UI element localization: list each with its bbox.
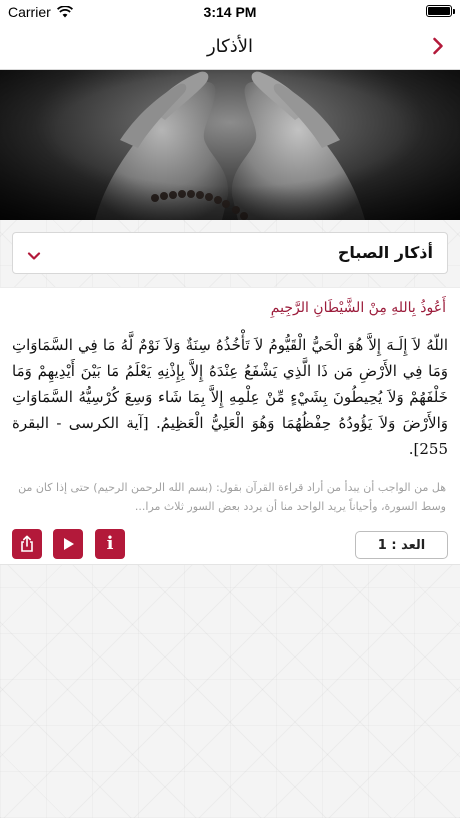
chevron-down-icon xyxy=(27,246,41,265)
dhikr-card xyxy=(0,287,460,565)
dhikr-note: هل من الواجب أن يبدأ من أراد قراءة القرآن بقول: (بسم الله الرحمن الرحيم) حتى إذا كان من وسط السورة، وأحياناً يريد الواحد منا أن يردد بعض السور ثلاث مرا... xyxy=(18,481,446,513)
back-button[interactable] xyxy=(426,34,450,58)
carrier-label: Carrier xyxy=(8,4,51,20)
category-dropdown[interactable] xyxy=(12,232,448,274)
praying-hands-image xyxy=(0,70,460,220)
share-button[interactable] xyxy=(12,529,42,559)
status-time: 3:14 PM xyxy=(203,4,257,20)
hero-image xyxy=(0,70,460,220)
share-icon xyxy=(18,535,36,553)
info-icon: i xyxy=(106,533,114,554)
status-bar xyxy=(0,0,460,24)
dropdown-selected-label: أذكار الصباح xyxy=(337,243,433,262)
chevron-right-icon xyxy=(432,37,444,55)
info-button[interactable] xyxy=(95,529,125,559)
play-button[interactable] xyxy=(53,529,83,559)
navigation-bar xyxy=(0,24,460,70)
istiadha-text: أَعُوذُ بِاللهِ مِنْ الشَّيْطَانِ الرَّجِيمِ xyxy=(270,300,446,316)
page-title: الأذكار xyxy=(206,36,254,57)
counter-button[interactable]: العد : 1 xyxy=(355,531,448,559)
dhikr-text: اللّهُ لاَ إِلَـهَ إِلاَّ هُوَ الْحَيُّ الْقَيُّومُ لاَ تَأْخُذُهُ سِنَةٌ وَلاَ نَوْمٌ لَّهُ مَا فِي السَّمَاوَاتِ وَمَا فِي الأَرْضِ مَن ذَا الَّذِي يَشْفَعُ عِنْدَهُ إِلاَّ بِإِذْنِهِ يَعْلَمُ مَا بَيْنَ أَيْدِيهِمْ وَمَا خَلْفَهُمْ وَلاَ يُحِيطُونَ بِشَيْءٍ مِّنْ عِلْمِهِ إِلاَّ بِمَا شَاء وَسِعَ كُرْسِيُّهُ السَّمَاوَاتِ وَالأَرْضَ وَلاَ يَؤُودُهُ حِفْظُهُمَا وَهُوَ الْعَلِيُّ الْعَظِيمُ. [آية الكرسى - البقرة 255]. xyxy=(12,336,448,458)
battery-icon xyxy=(426,5,452,17)
play-icon xyxy=(60,536,76,552)
